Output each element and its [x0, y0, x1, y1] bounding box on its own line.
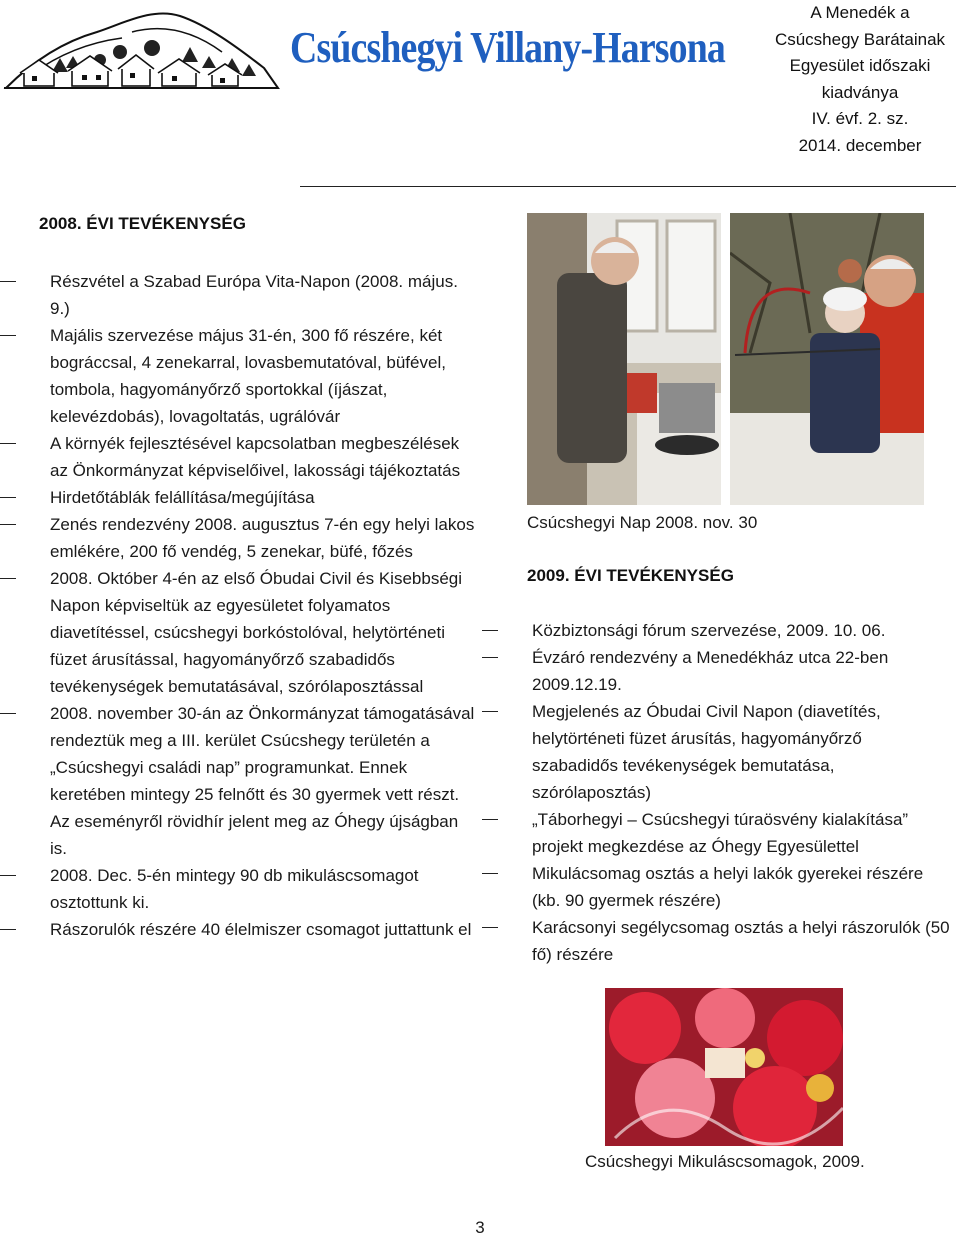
photo-kitchen: [527, 213, 721, 505]
issue-line: A Menedék a: [810, 3, 910, 22]
list-item: Rászorulók részére 40 élelmiszer csomagot juttattunk el: [0, 916, 475, 943]
list-item: Zenés rendezvény 2008. augusztus 7-én egy helyi lakos emlékére, 200 fő vendég, 5 zenekar, büfé, főzés: [0, 511, 475, 565]
issue-line: Egyesület időszaki: [789, 56, 931, 75]
list-item: Részvétel a Szabad Európa Vita-Napon (2008. május. 9.): [0, 268, 475, 322]
activity-list-2009: [482, 617, 952, 968]
list-item: „Táborhegyi – Csúcshegyi túraösvény kialakítása” projekt megkezdése az Óhegy Egyesülettel: [482, 806, 952, 860]
photo-caption: Csúcshegyi Nap 2008. nov. 30: [527, 513, 758, 532]
issue-line: kiadványa: [821, 82, 899, 102]
list-item: A környék fejlesztésével kapcsolatban megbeszélések az Önkormányzat képviselőivel, lakossági tájékoztatás: [0, 430, 475, 484]
list-item: Hirdetőtáblák felállítása/megújítása: [0, 484, 475, 511]
issue-line: 2014. december: [798, 135, 922, 155]
activity-list-2008: [0, 268, 475, 943]
issue-info: [755, 0, 960, 159]
list-item: 2008. Október 4-én az első Óbudai Civil és Kisebbségi Napon képviseltük az egyesületet folyamatos diavetítéssel, csúcshegyi borkóstolóval, helytörténeti füzet árusítással, hagyományőrző szabadidős tevékenységek bemutatásával, szórólaposztással: [0, 565, 475, 700]
issue-line: IV. évf. 2. sz.: [811, 109, 909, 128]
list-item: Közbiztonsági fórum szervezése, 2009. 10. 06.: [482, 617, 952, 644]
list-item: Megjelenés az Óbudai Civil Napon (diavetítés, helytörténeti füzet árusítás, hagyományőrző szabadidős tevékenységek bemutatása, szórólaposztás): [482, 698, 952, 806]
list-item: Mikulácsomag osztás a helyi lakók gyerekei részére (kb. 90 gyermek részére): [482, 860, 952, 914]
list-item: Majális szervezése május 31-én, 300 fő részére, két bográccsal, 4 zenekarral, lovasbemutatóval, büfével, tombola, hagyományőrző sportokkal (íjászat, kelevézdobás), lovagoltatás, ugrálóvár: [0, 322, 475, 430]
masthead-title: Csúcshegyi Villany-Harsona: [290, 23, 725, 72]
header-divider: [300, 186, 956, 187]
photo-archery: [730, 213, 924, 505]
list-item: 2008. november 30-án az Önkormányzat támogatásával rendeztük meg a III. kerület Csúcshegy területén a „Csúcshegyi családi nap” programunkat. Ennek keretében mintegy 25 felnőtt és 30 gyermek vett részt. Az eseményről rövidhír jelent meg az Óhegy újságban is.: [0, 700, 475, 862]
list-item: Karácsonyi segélycsomag osztás a helyi rászorulók (50 fő) részére: [482, 914, 952, 968]
list-item: Évzáró rendezvény a Menedékház utca 22-ben 2009.12.19.: [482, 644, 952, 698]
photo-caption: Csúcshegyi Mikuláscsomagok, 2009.: [585, 1152, 865, 1171]
photo-packages: [605, 988, 843, 1146]
issue-line: Csúcshegy Barátainak: [774, 29, 946, 49]
page-number: 3: [475, 1218, 485, 1237]
list-item: 2008. Dec. 5-én mintegy 90 db mikuláscsomagot osztottunk ki.: [0, 862, 475, 916]
heading-2008: 2008. ÉVI TEVÉKENYSÉG: [39, 214, 246, 233]
heading-2009: 2009. ÉVI TEVÉKENYSÉG: [527, 566, 734, 585]
village-logo: [2, 2, 280, 94]
